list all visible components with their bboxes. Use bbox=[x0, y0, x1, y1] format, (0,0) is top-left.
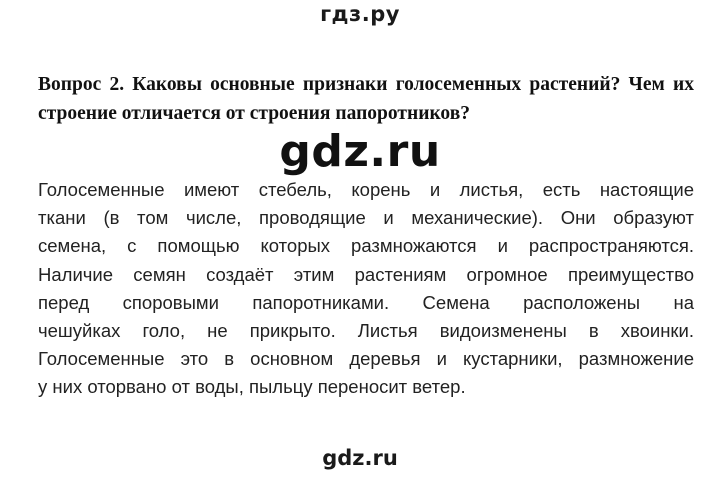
answer-line: ткани (в том числе, проводящие и механические). Они образуют bbox=[38, 207, 694, 229]
top-watermark: гдз.ру bbox=[320, 2, 400, 26]
answer-line: перед споровыми папоротниками. Семена расположены на bbox=[38, 291, 694, 313]
answer-text bbox=[38, 176, 694, 402]
answer-line: Голосеменные это в основном деревья и кустарники, размножение bbox=[38, 348, 694, 370]
bottom-watermark: gdz.ru bbox=[322, 446, 398, 470]
answer-line: чешуйках голо, не прикрыто. Листья видоизменены в хвоинки. bbox=[38, 320, 694, 342]
answer-line: у них оторвано от воды, пыльцу переносит ветер. bbox=[38, 376, 466, 398]
answer-line: Голосеменные имеют стебель, корень и листья, есть настоящие bbox=[38, 179, 694, 200]
answer-line: Наличие семян создаёт этим растениям огромное преимущество bbox=[38, 263, 694, 285]
center-watermark: gdz.ru bbox=[279, 126, 441, 177]
answer-line: семена, с помощью которых размножаются и распространяются. bbox=[38, 235, 694, 257]
question-text: Вопрос 2. Каковы основные признаки голосеменных растений? Чем их строение отличается от строения папоротников? bbox=[38, 74, 694, 124]
